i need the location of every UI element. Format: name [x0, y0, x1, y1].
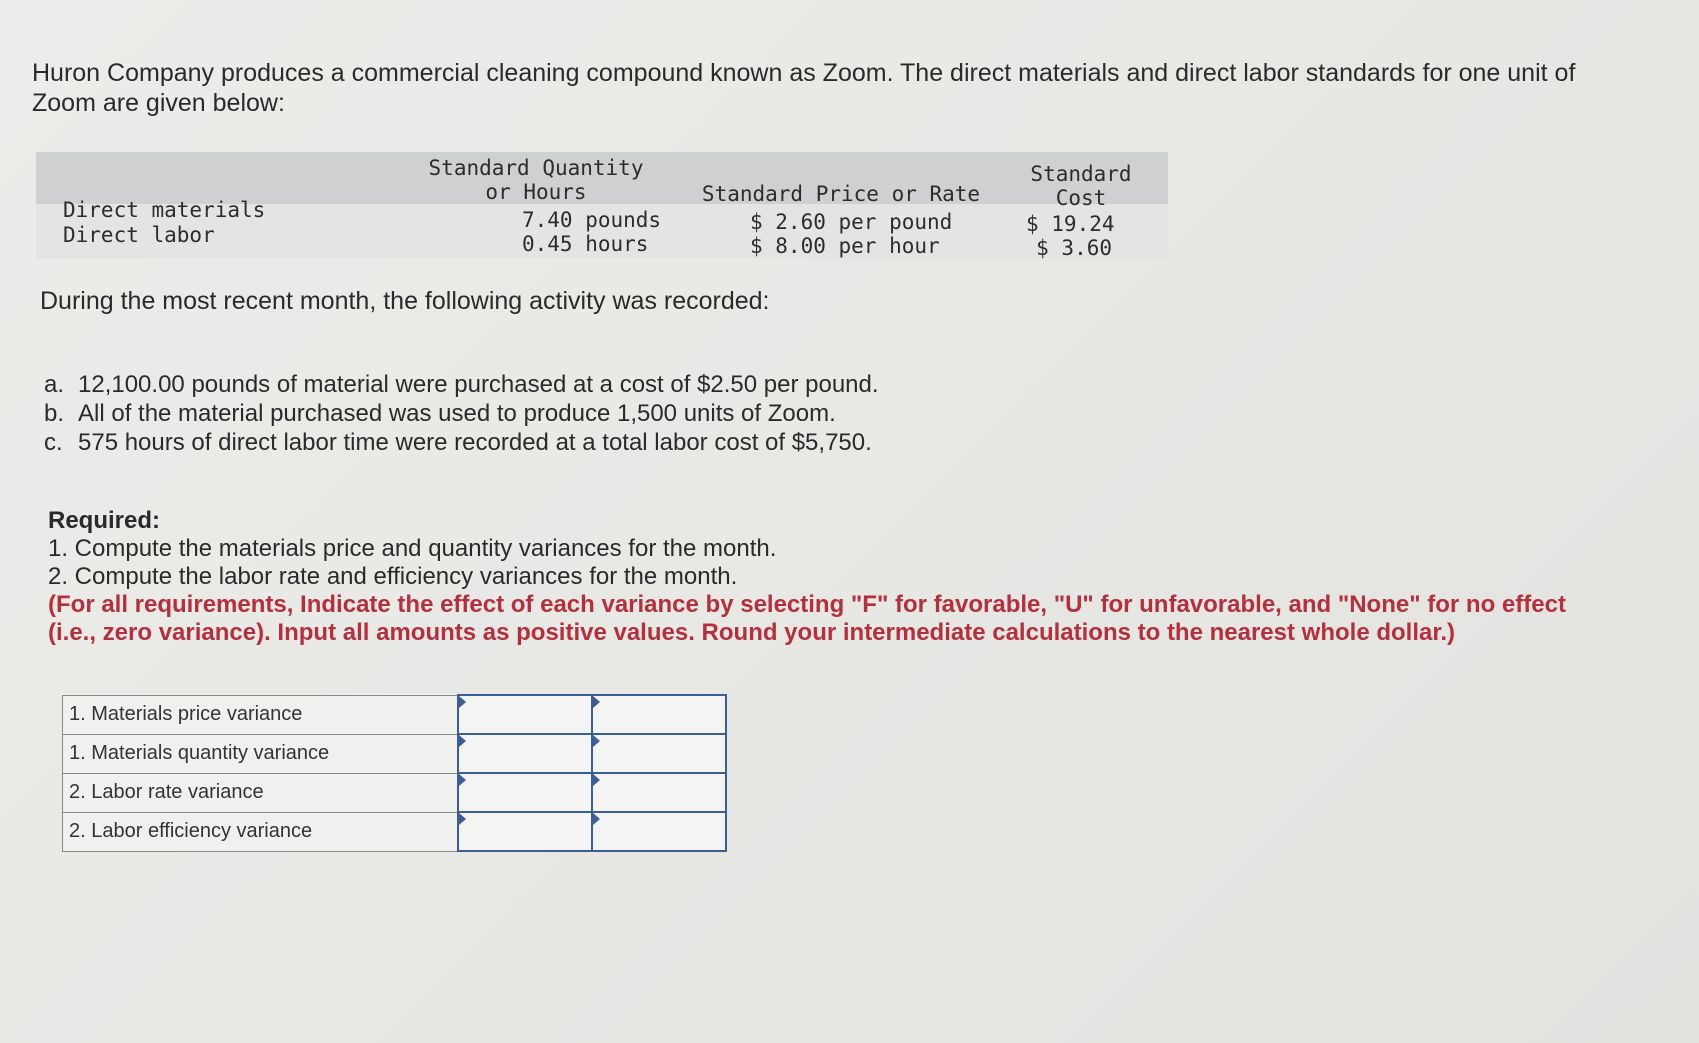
- variance-label: 2. Labor rate variance: [63, 773, 459, 812]
- required-item: 2. Compute the labor rate and efficiency variances for the month.: [48, 563, 738, 590]
- required-instructions: (For all requirements, Indicate the effect of each variance by selecting "F" for favorable, "U" for unfavorable, and "None" for no effect (i.e., zero variance). Input all amounts as positive values. Round your intermediate calculations to the nearest whole dollar.): [48, 591, 1566, 646]
- variance-label: 1. Materials price variance: [63, 695, 459, 734]
- table-row: [63, 695, 727, 734]
- problem-intro: Huron Company produces a commercial cleaning compound known as Zoom. The direct materials and direct labor standards for one unit of Zoom are given below:: [32, 59, 1576, 117]
- effect-cell[interactable]: [592, 695, 726, 734]
- amount-cell[interactable]: [458, 695, 592, 734]
- list-item-text: 575 hours of direct labor time were recorded at a total labor cost of $5,750.: [78, 429, 872, 456]
- row-materials-quantity: 7.40 pounds: [522, 208, 662, 232]
- list-item-letter: b.: [44, 400, 65, 427]
- required-heading: Required:: [48, 507, 161, 534]
- cell-marker-icon: [459, 735, 466, 747]
- table-row: [63, 812, 727, 851]
- activity-list: [44, 370, 879, 457]
- row-labor-label: Direct labor: [63, 223, 215, 247]
- activity-intro: During the most recent month, the following activity was recorded:: [40, 287, 770, 315]
- effect-cell[interactable]: [592, 734, 726, 773]
- row-labor-cost: $ 3.60: [1036, 236, 1112, 260]
- list-item: [44, 428, 879, 457]
- dropdown-arrow-icon: [593, 813, 600, 825]
- header-quantity-line1: Standard Quantity: [428, 156, 644, 180]
- amount-cell[interactable]: [458, 734, 592, 773]
- row-materials-label: Direct materials: [63, 198, 266, 222]
- effect-select[interactable]: [593, 735, 725, 772]
- amount-input[interactable]: [459, 774, 591, 811]
- amount-cell[interactable]: [458, 773, 592, 812]
- variance-label: 1. Materials quantity variance: [63, 734, 459, 773]
- list-item: [44, 370, 879, 399]
- row-labor-quantity: 0.45 hours: [522, 232, 649, 256]
- amount-input[interactable]: [459, 813, 591, 850]
- row-materials-cost: $ 19.24: [1026, 212, 1115, 236]
- list-item-text: 12,100.00 pounds of material were purchased at a cost of $2.50 per pound.: [78, 371, 879, 398]
- list-item-letter: c.: [44, 429, 63, 456]
- header-price: Standard Price or Rate: [701, 182, 981, 206]
- cell-marker-icon: [459, 774, 466, 786]
- standards-table: [36, 152, 1168, 262]
- effect-cell[interactable]: [592, 773, 726, 812]
- required-item: 1. Compute the materials price and quantity variances for the month.: [48, 535, 777, 562]
- list-item-letter: a.: [44, 371, 65, 398]
- list-item-text: All of the material purchased was used to produce 1,500 units of Zoom.: [78, 400, 836, 427]
- table-row: [63, 773, 727, 812]
- row-labor-price: $ 8.00 per hour: [750, 234, 940, 258]
- cell-marker-icon: [459, 696, 466, 708]
- effect-cell[interactable]: [592, 812, 726, 851]
- table-row: [63, 734, 727, 773]
- effect-select[interactable]: [593, 696, 725, 733]
- cell-marker-icon: [459, 813, 466, 825]
- variance-label: 2. Labor efficiency variance: [63, 812, 459, 851]
- row-materials-price: $ 2.60 per pound: [750, 210, 953, 234]
- dropdown-arrow-icon: [593, 696, 600, 708]
- header-cost-line2: Cost: [1055, 186, 1107, 210]
- amount-input[interactable]: [459, 696, 591, 733]
- list-item: [44, 399, 879, 428]
- answer-table: [62, 694, 727, 852]
- header-cost-line1: Standard: [1030, 162, 1132, 186]
- header-quantity-line2: or Hours: [485, 180, 587, 204]
- effect-select[interactable]: [593, 813, 725, 850]
- dropdown-arrow-icon: [593, 774, 600, 786]
- amount-cell[interactable]: [458, 812, 592, 851]
- dropdown-arrow-icon: [593, 735, 600, 747]
- required-section: [48, 507, 1608, 647]
- effect-select[interactable]: [593, 774, 725, 811]
- amount-input[interactable]: [459, 735, 591, 772]
